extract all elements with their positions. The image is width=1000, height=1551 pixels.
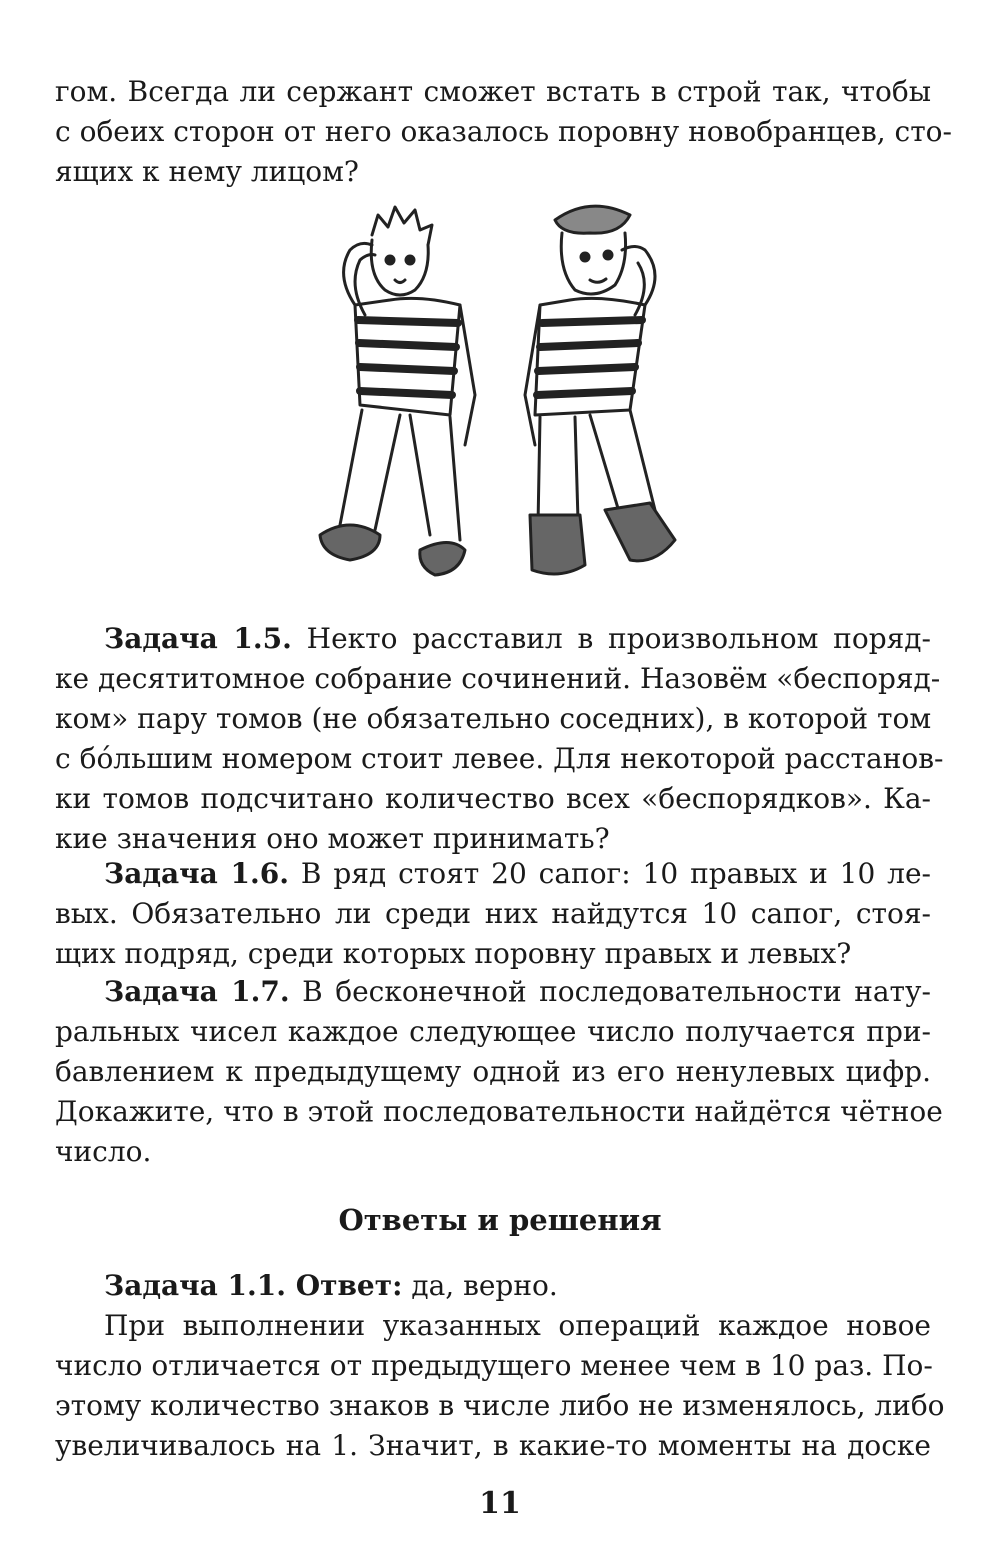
intro-line: ящих к нему лицом?: [55, 155, 359, 188]
problem-1-7-line: ральных чисел каждое следующее число получается при-: [55, 1015, 931, 1048]
answer-1-1-line: число отличается от предыдущего менее чем в 10 раз. По-: [55, 1349, 933, 1382]
problem-1-6-line: щих подряд, среди которых поровну правых и левых?: [55, 937, 852, 970]
sailors-illustration: [300, 195, 700, 590]
problem-1-6-line: вых. Обязательно ли среди них найдутся 10 сапог, стоя-: [55, 897, 931, 930]
intro-line: гом. Всегда ли сержант сможет встать в строй так, чтобы: [55, 75, 931, 108]
problem-1-5-line: ки томов подсчитано количество всех «беспорядков». Ка-: [55, 782, 931, 815]
answer-1-1-line: этому количество знаков в числе либо не изменялось, либо: [55, 1389, 945, 1422]
problem-1-7-line: бавлением к предыдущему одной из его ненулевых цифр.: [55, 1055, 931, 1088]
problem-1-6-line: Задача 1.6. В ряд стоят 20 сапог: 10 правых и 10 ле-: [104, 857, 931, 890]
page-number: 11: [479, 1486, 521, 1521]
answer-1-1-line: При выполнении указанных операций каждое новое: [104, 1309, 931, 1342]
problem-1-5-line: с бо́льшим номером стоит левее. Для некоторой расстанов-: [55, 742, 944, 775]
problem-1-7-line: Задача 1.7. В бесконечной последовательности нату-: [104, 975, 931, 1008]
problem-label: Задача 1.7.: [104, 975, 290, 1008]
section-heading: Ответы и решения: [338, 1203, 662, 1237]
problem-label: Задача 1.5.: [104, 622, 292, 655]
problem-1-7-line: Докажите, что в этой последовательности найдётся чётное: [55, 1095, 943, 1128]
left-sailor-figure: [320, 207, 475, 575]
answer-1-1-line: Задача 1.1. Ответ: да, верно.: [104, 1269, 558, 1302]
problem-1-5-line: Задача 1.5. Некто расставил в произвольном поряд-: [104, 622, 931, 655]
problem-1-7-line: число.: [55, 1135, 152, 1168]
problem-1-5-line: кие значения оно может принимать?: [55, 822, 610, 855]
problem-label: Задача 1.6.: [104, 857, 289, 890]
problem-1-5-line: ком» пару томов (не обязательно соседних), в которой том: [55, 702, 932, 735]
problem-1-5-line: ке десятитомное собрание сочинений. Назовём «беспоряд-: [55, 662, 941, 695]
intro-line: с обеих сторон от него оказалось поровну новобранцев, сто-: [55, 115, 952, 148]
answer-label: Задача 1.1. Ответ:: [104, 1269, 403, 1302]
answer-1-1-line: увеличивалось на 1. Значит, в какие-то моменты на доске: [55, 1429, 931, 1462]
right-sailor-figure: [525, 206, 675, 574]
